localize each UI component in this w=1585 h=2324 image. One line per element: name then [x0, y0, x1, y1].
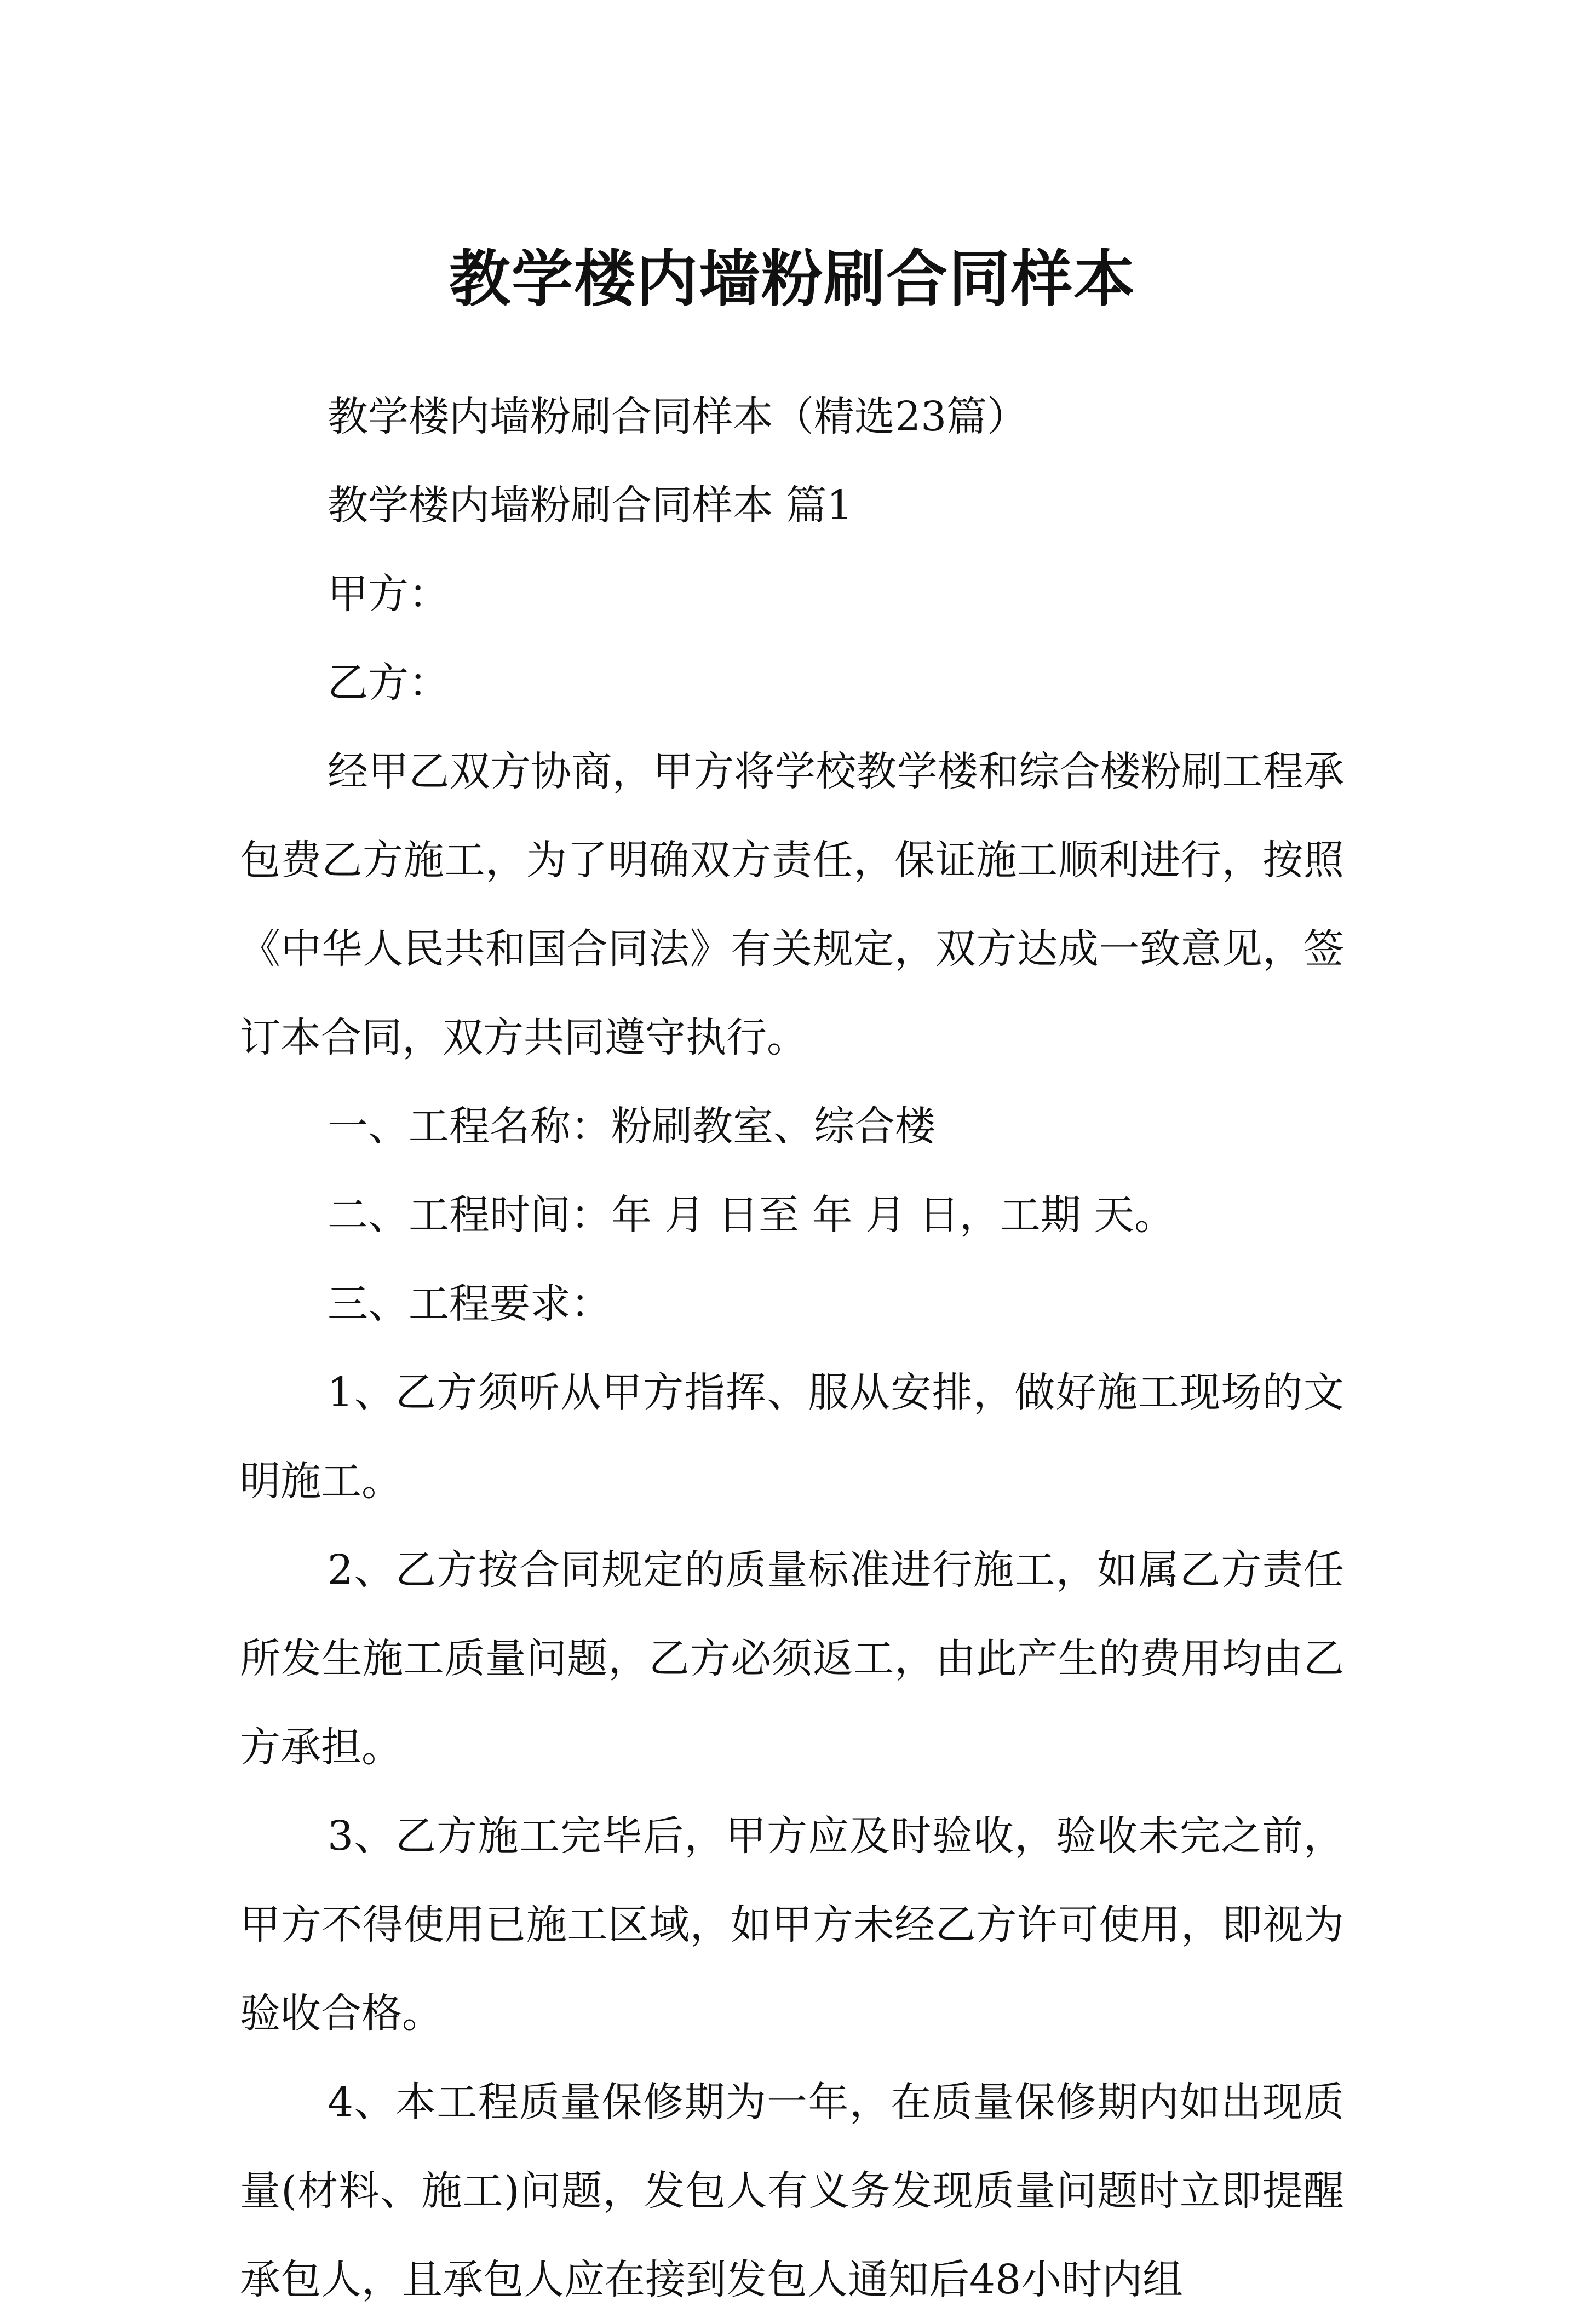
paragraph-clause-4: 4、本工程质量保修期为一年，在质量保修期内如出现质量(材料、施工)问题，发包人有义务发现质量问题时立即提醒承包人，且承包人应在接到发包人通知后48小时内组	[240, 2079, 1344, 2303]
paragraph-preamble: 经甲乙双方协商，甲方将学校教学楼和综合楼粉刷工程承包费乙方施工，为了明确双方责任，保证施工顺利进行，按照《中华人民共和国合同法》有关规定，双方达成一致意见，签订本合同，双方共同遵守执行。	[240, 748, 1344, 1061]
paragraph-section-heading: 教学楼内墙粉刷合同样本 篇1	[328, 482, 853, 529]
paragraph-party-b: 乙方：	[328, 659, 449, 706]
document-body	[240, 372, 1344, 2324]
paragraph-project-time: 二、工程时间：年 月 日至 年 月 日，工期 天。	[328, 1192, 1175, 1239]
paragraph-clause-2: 2、乙方按合同规定的质量标准进行施工，如属乙方责任所发生施工质量问题，乙方必须返工，由此产生的费用均由乙方承担。	[240, 1546, 1344, 1771]
paragraph-requirements-heading: 三、工程要求：	[328, 1280, 611, 1327]
document-title: 教学楼内墙粉刷合同样本	[449, 243, 1136, 315]
paragraph-subtitle: 教学楼内墙粉刷合同样本（精选23篇）	[328, 393, 1028, 440]
paragraph-project-name: 一、工程名称：粉刷教室、综合楼	[328, 1103, 935, 1150]
paragraph-clause-3: 3、乙方施工完毕后，甲方应及时验收，验收未完之前，甲方不得使用已施工区域，如甲方未经乙方许可使用，即视为验收合格。	[240, 1813, 1344, 2037]
paragraph-party-a: 甲方：	[328, 571, 449, 618]
paragraph-clause-1: 1、乙方须听从甲方指挥、服从安排，做好施工现场的文明施工。	[240, 1369, 1344, 1505]
